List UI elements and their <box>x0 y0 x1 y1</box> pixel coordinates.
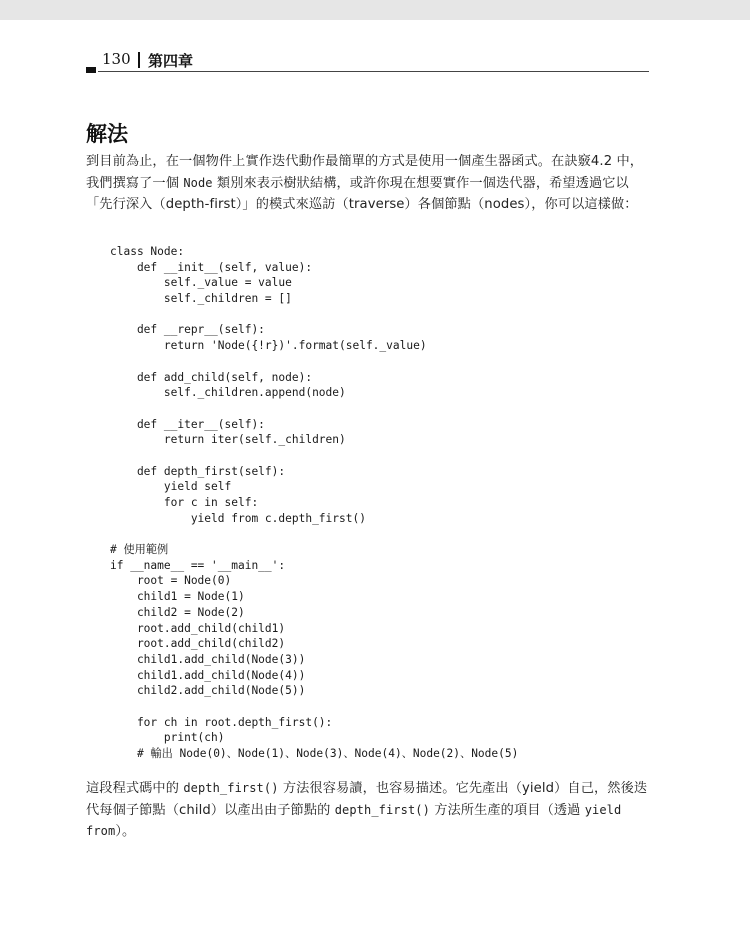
code-line <box>110 526 518 542</box>
code-listing <box>110 244 518 762</box>
inline-code-node: Node <box>183 175 213 190</box>
code-line: def add_child(self, node): <box>110 370 313 384</box>
code-line: self._children = [] <box>110 292 292 306</box>
code-line <box>110 354 518 370</box>
explain-text-2: 方法很容易讀，也容易描述。它先產出（yield）自己，然後迭代每個子節點（child）以產出由子節點的 <box>86 781 648 818</box>
code-line <box>110 699 518 715</box>
code-line: print(ch) <box>110 731 225 745</box>
code-line: root = Node(0) <box>110 574 232 588</box>
code-line: yield from c.depth_first() <box>110 511 366 525</box>
code-line: self._children.append(node) <box>110 386 346 400</box>
code-line: if __name__ == '__main__': <box>110 558 286 572</box>
code-line: def __iter__(self): <box>110 417 265 431</box>
code-line <box>110 401 518 417</box>
code-line: yield self <box>110 480 232 494</box>
code-line: class Node: <box>110 245 185 258</box>
explain-text-4: ）。 <box>115 824 136 839</box>
code-line: self._value = value <box>110 276 292 290</box>
inline-code-depth-first: depth_first() <box>183 781 279 795</box>
code-line: for ch in root.depth_first(): <box>110 715 333 729</box>
header-separator <box>138 52 140 68</box>
page-header <box>86 49 649 73</box>
inline-code-depth-first-2: depth_first() <box>334 802 430 817</box>
code-line: for c in self: <box>110 496 259 509</box>
code-line: root.add_child(child2) <box>110 637 286 651</box>
intro-text-1: 到目前為止，在一個物件上實作迭代動作最簡單的方式是使用一個產生器函式。在訣竅4.2 中，我們撰寫了一個 <box>86 154 644 191</box>
explanation-paragraph <box>86 778 652 843</box>
code-line: def depth_first(self): <box>110 464 286 478</box>
code-line: # 使用範例 <box>110 543 169 557</box>
code-line: child1 = Node(1) <box>110 590 245 604</box>
top-margin-bar <box>0 0 750 20</box>
page-number: 130 <box>102 50 131 68</box>
header-marker <box>86 67 96 73</box>
header-rule <box>98 71 649 72</box>
explain-text-3: 方法所生產的項目（透過 <box>429 802 585 818</box>
code-line: child1.add_child(Node(4)) <box>110 668 306 682</box>
code-line: # 輸出 Node(0)、Node(1)、Node(3)、Node(4)、Node(2)、Node(5) <box>110 747 519 760</box>
chapter-label: 第四章 <box>148 52 194 70</box>
code-line <box>110 448 518 464</box>
code-line: child2 = Node(2) <box>110 605 245 619</box>
code-line: return 'Node({!r})'.format(self._value) <box>110 339 427 353</box>
code-line: child2.add_child(Node(5)) <box>110 684 306 698</box>
code-line: def __repr__(self): <box>110 323 265 337</box>
intro-paragraph <box>86 151 652 216</box>
code-line: return iter(self._children) <box>110 433 346 447</box>
section-title: 解法 <box>86 122 128 146</box>
code-line: child1.add_child(Node(3)) <box>110 652 306 666</box>
code-line: root.add_child(child1) <box>110 621 286 635</box>
explain-text-1: 這段程式碼中的 <box>86 781 184 796</box>
inline-code-yield-from: yield from <box>86 802 622 838</box>
intro-text-2: 類別來表示樹狀結構，或許你現在想要實作一個迭代器，希望透過它以「先行深入（depth-first）」的模式來巡訪（traverse）各個節點（nodes），你可以這樣做： <box>86 175 638 212</box>
code-line: def __init__(self, value): <box>110 260 313 274</box>
code-line <box>110 307 518 323</box>
